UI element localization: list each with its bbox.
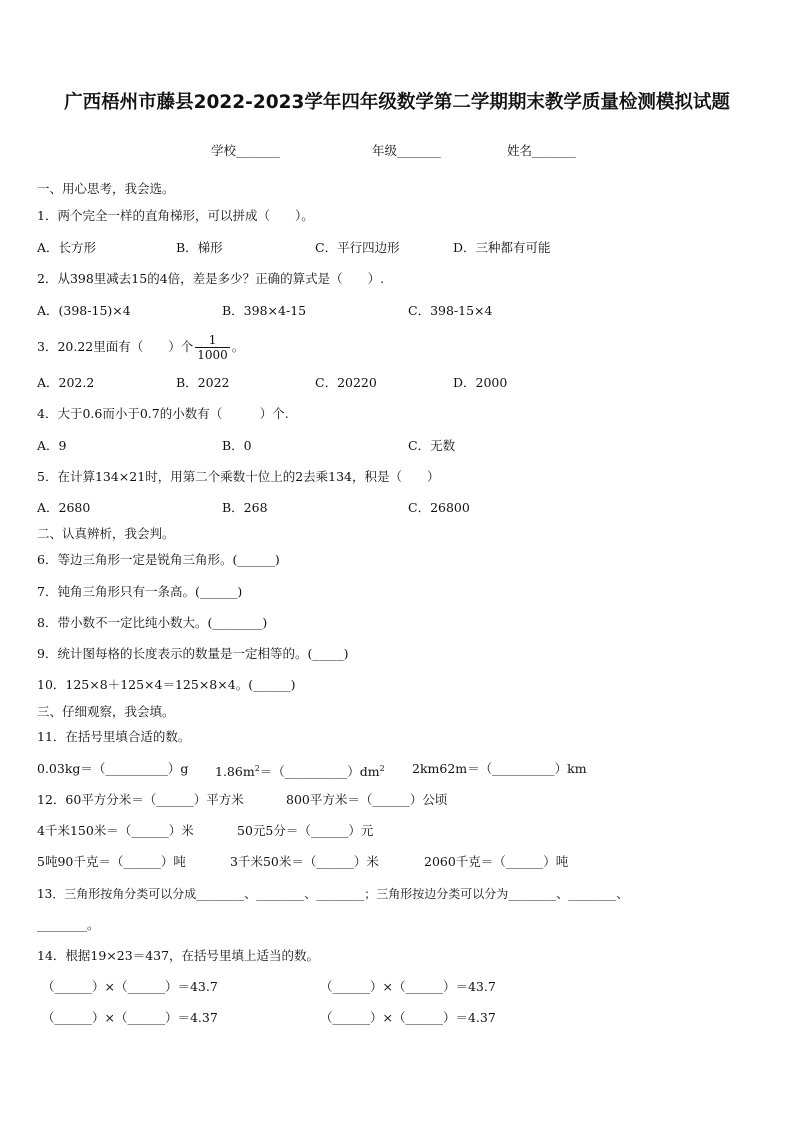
question-3	[37, 330, 244, 364]
question-6: 6．等边三角形一定是锐角三角形。(______)	[37, 552, 280, 567]
q12-part-b: 800平方米＝（______）公顷	[286, 792, 448, 807]
q12-part-d: 50元5分＝（______）元	[237, 823, 374, 838]
q1-option-a: A．长方形	[37, 240, 97, 255]
question-5: 5．在计算134×21时，用第二个乘数十位上的2去乘134，积是（ ）	[37, 469, 440, 484]
question-11: 11．在括号里填合适的数。	[37, 729, 191, 744]
q2-option-a: A．(398-15)×4	[37, 303, 131, 318]
q2-option-b: B．398×4-15	[222, 303, 307, 318]
q14-row2-left: （______）×（______）＝4.37	[42, 1010, 218, 1025]
q2-option-c: C．398-15×4	[408, 303, 493, 318]
q3-option-d: D．2000	[453, 375, 508, 390]
q1-option-c: C．平行四边形	[315, 240, 400, 255]
section-heading: 三、仔细观察，我会填。	[37, 704, 175, 719]
grade-field: 年级_______	[372, 143, 441, 158]
question-14: 14．根据19×23＝437，在括号里填上适当的数。	[37, 948, 320, 963]
section-heading: 一、用心思考，我会选。	[37, 181, 175, 196]
page-title: 广西梧州市藤县2022-2023学年四年级数学第二学期期末教学质量检测模拟试题	[64, 92, 730, 113]
section-heading: 二、认真辨析，我会判。	[37, 526, 175, 541]
q12-part-a: 12．60平方分米＝（______）平方米	[37, 792, 244, 807]
q14-row2-right: （______）×（______）＝4.37	[320, 1010, 496, 1025]
q3-fraction-numerator: 1	[208, 333, 217, 347]
q11-b-value: 1.86m	[215, 764, 255, 780]
question-8: 8．带小数不一定比纯小数大。(________)	[37, 615, 268, 630]
q1-option-b: B．梯形	[176, 240, 223, 255]
q14-row1-left: （______）×（______）＝43.7	[42, 979, 218, 994]
question-2: 2．从398里减去15的4倍，差是多少？正确的算式是（ ）.	[37, 271, 385, 286]
q3-stem-before: 3．20.22里面有（ ）个	[37, 339, 194, 354]
q12-part-c: 4千米150米＝（______）米	[37, 823, 194, 838]
q4-option-a: A．9	[37, 438, 67, 453]
q3-stem-after: 。	[231, 339, 245, 354]
q12-part-f: 3千米50米＝（______）米	[230, 854, 379, 869]
question-13-cont: ________。	[37, 917, 100, 932]
question-4: 4．大于0.6而小于0.7的小数有（ ）个.	[37, 406, 289, 421]
q11-b-blank: ＝（__________）dm	[259, 764, 380, 780]
q3-option-a: A．202.2	[37, 375, 95, 390]
question-9: 9．统计图每格的长度表示的数量是一定相等的。(_____)	[37, 646, 349, 661]
q3-option-c: C．20220	[315, 375, 377, 390]
q11-part-c: 2km62m＝（__________）km	[412, 761, 587, 776]
q11-b-exponent: 2	[254, 764, 260, 773]
name-field: 姓名_______	[507, 143, 576, 158]
question-10: 10．125×8＋125×4＝125×8×4。(______)	[37, 677, 296, 692]
q11-part-a: 0.03kg＝（__________）g	[37, 761, 189, 776]
q4-option-c: C．无数	[408, 438, 456, 453]
q11-b-exponent-2: 2	[379, 764, 385, 773]
q3-fraction	[195, 333, 230, 362]
q14-row1-right: （______）×（______）＝43.7	[320, 979, 496, 994]
q1-option-d: D．三种都有可能	[453, 240, 551, 255]
question-13: 13．三角形按角分类可以分成________、________、________；三角形按边分类可以分为________、________、	[37, 887, 629, 901]
q5-option-b: B．268	[222, 500, 268, 515]
q3-fraction-denominator: 1000	[197, 348, 228, 362]
q3-option-b: B．2022	[176, 375, 230, 390]
question-1: 1．两个完全一样的直角梯形，可以拼成（ ）。	[37, 208, 314, 223]
question-7: 7．钝角三角形只有一条高。(______)	[37, 584, 243, 599]
q12-part-e: 5吨90千克＝（______）吨	[37, 854, 186, 869]
q4-option-b: B．0	[222, 438, 252, 453]
q11-part-b	[215, 761, 385, 780]
q5-option-a: A．2680	[37, 500, 91, 515]
school-field: 学校_______	[211, 143, 280, 158]
q5-option-c: C．26800	[408, 500, 470, 515]
q12-part-g: 2060千克＝（______）吨	[424, 854, 569, 869]
